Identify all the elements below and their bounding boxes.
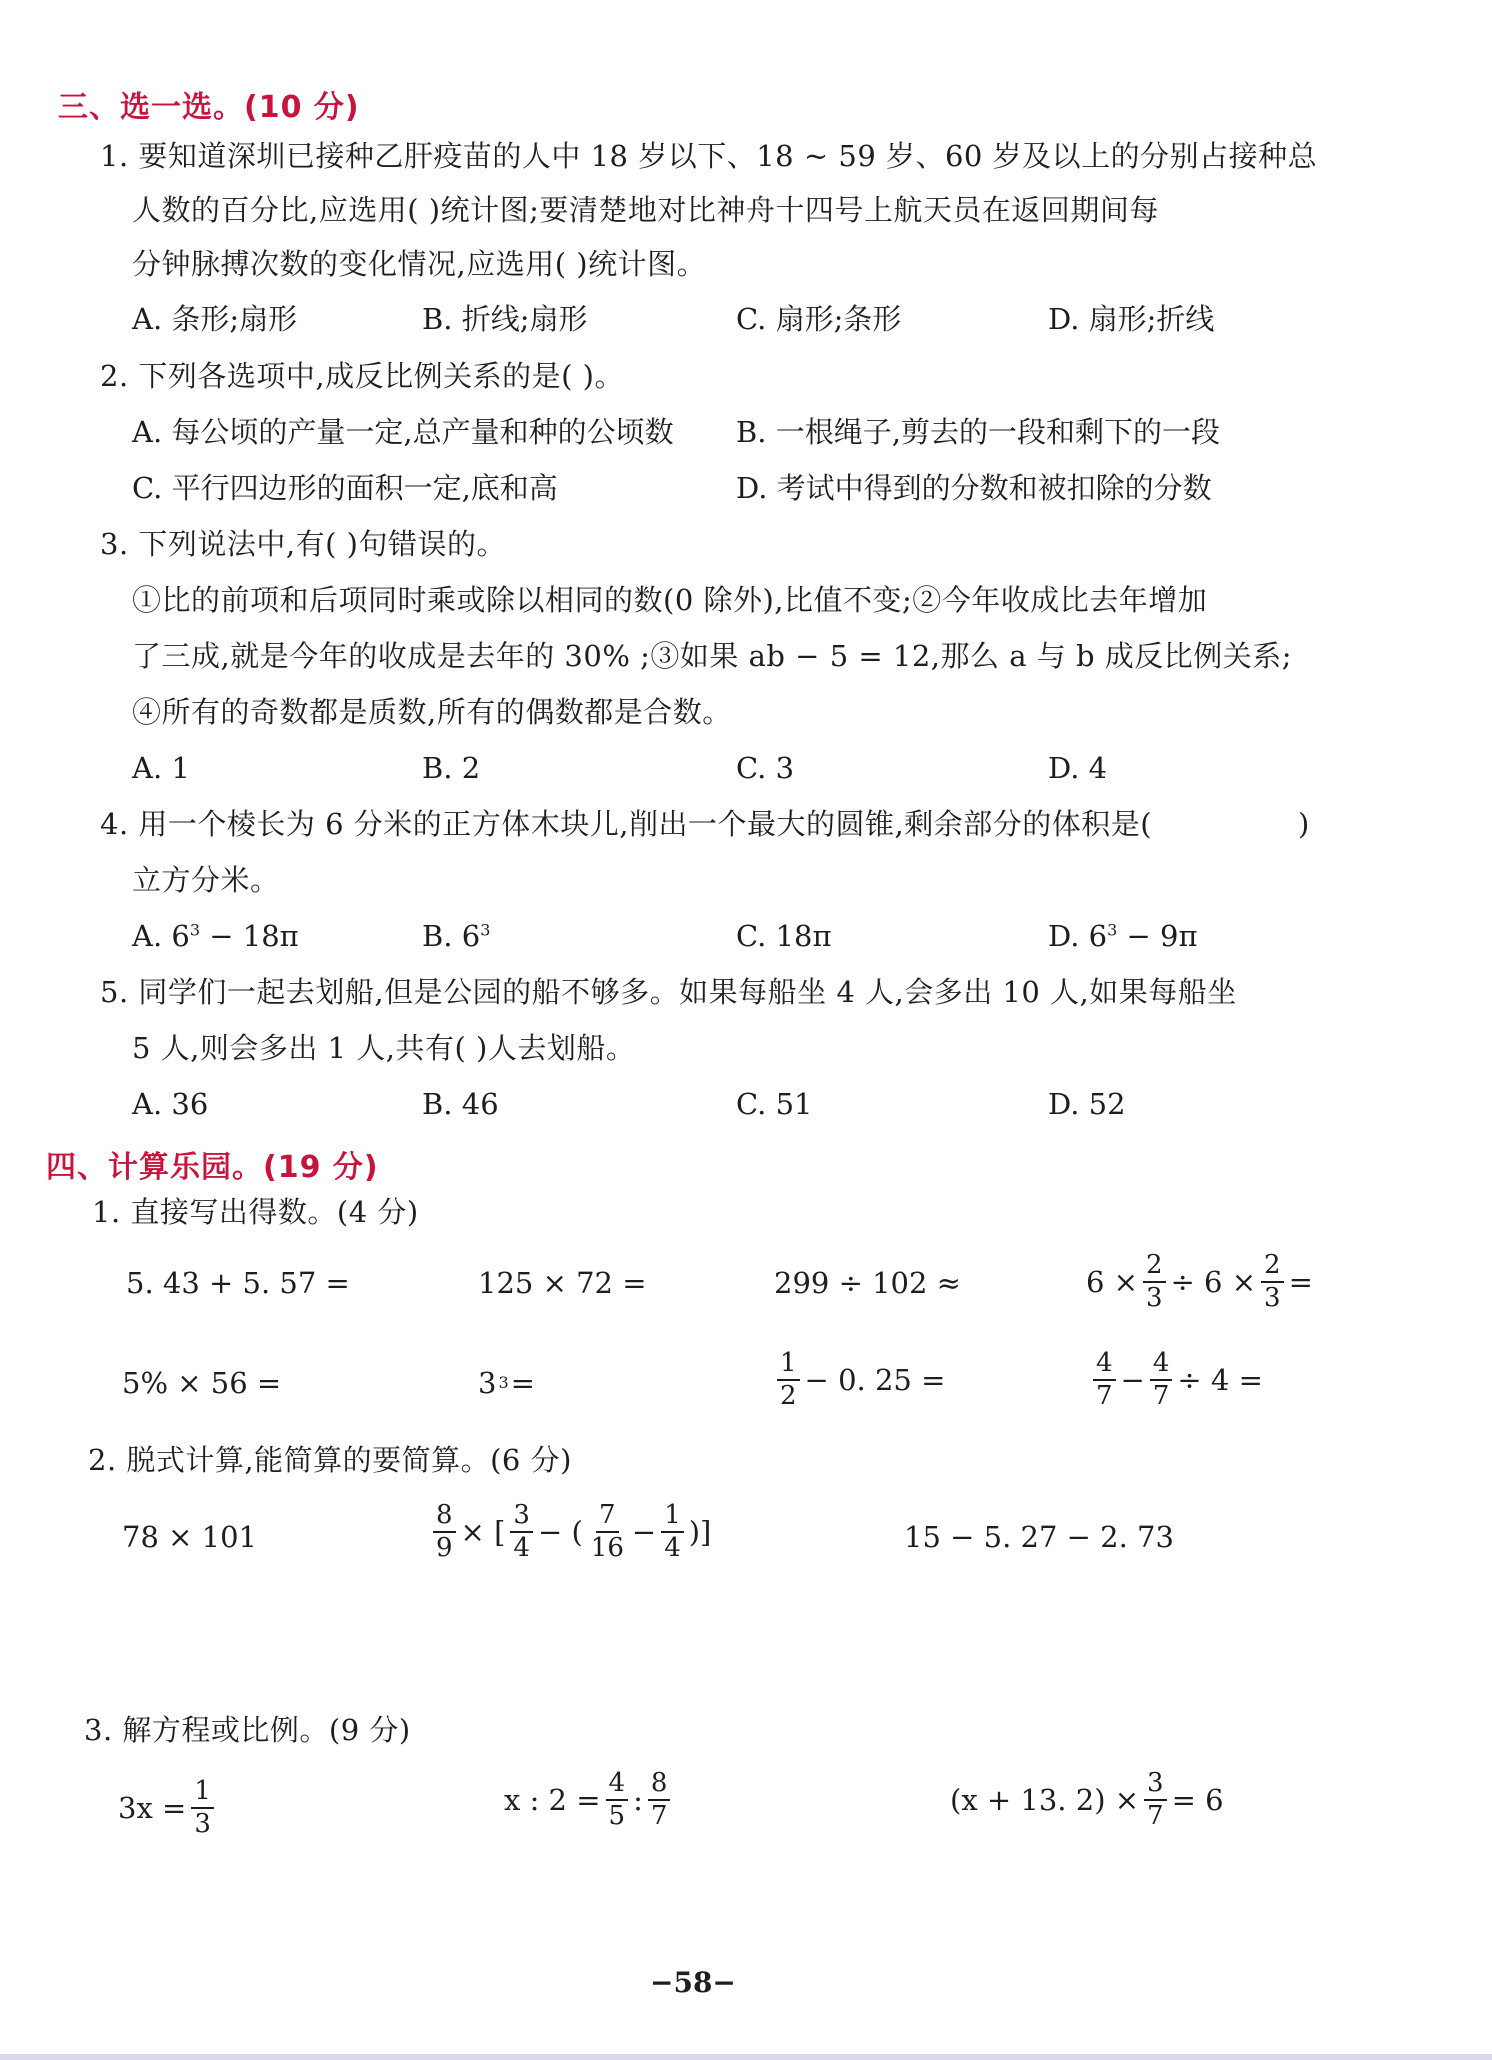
q3-option-b[interactable]: B. 2 (422, 751, 481, 785)
calc1-title: 1. 直接写出得数。(4 分) (92, 1195, 419, 1229)
q1-option-d[interactable]: D. 扇形;折线 (1048, 302, 1215, 336)
q1-line2: 人数的百分比,应选用( )统计图;要清楚地对比神舟十四号上航天员在返回期间每 (132, 193, 1159, 227)
q3-line3: ④所有的奇数都是质数,所有的偶数都是合数。 (132, 695, 732, 729)
q5-option-d[interactable]: D. 52 (1048, 1087, 1126, 1121)
calc1-expr-5: 5% × 56 = (122, 1366, 282, 1400)
calc2-expr-2: $\frac{8}{9}$ × [ $\frac{3}{4}$ − ( $\frac{7}{16}$ − $\frac{1}{4}$ )] (430, 1502, 711, 1563)
q2-stem: 2. 下列各选项中,成反比例关系的是( )。 (100, 359, 624, 393)
section-3-title: 三、选一选。(10 分) (58, 90, 360, 125)
calc1-expr-4: 6 × $\frac{2}{3}$ ÷ 6 × $\frac{2}{3}$ = (1086, 1250, 1313, 1314)
calc1-expr-1: 5. 43 + 5. 57 = (126, 1266, 350, 1300)
calc1-expr-7: $\frac{1}{2}$ − 0. 25 = (774, 1350, 945, 1411)
q1-option-b[interactable]: B. 折线;扇形 (422, 302, 588, 336)
q4-option-c[interactable]: C. 18π (736, 919, 832, 953)
q3-option-a[interactable]: A. 1 (132, 751, 190, 785)
calc3-title: 3. 解方程或比例。(9 分) (84, 1713, 411, 1747)
q5-line2: 5 人,则会多出 1 人,共有( )人去划船。 (132, 1031, 636, 1065)
q4-option-d[interactable]: D. $6^3 - 9\pi$ (1048, 919, 1198, 953)
calc1-expr-2: 125 × 72 = (478, 1266, 647, 1300)
q4-option-a[interactable]: A. $6^3 - 18\pi$ (132, 919, 299, 953)
q5-option-b[interactable]: B. 46 (422, 1087, 499, 1121)
calc2-expr-1: 78 × 101 (122, 1520, 257, 1554)
page-number: −58− (650, 1966, 736, 1999)
q4-line1: 4. 用一个棱长为 6 分米的正方体木块儿,削出一个最大的圆锥,剩余部分的体积是( (100, 807, 1153, 841)
q4-line2: 立方分米。 (132, 863, 280, 897)
q3-stem: 3. 下列说法中,有( )句错误的。 (100, 527, 506, 561)
q3-line2: 了三成,就是今年的收成是去年的 30% ;③如果 ab − 5 = 12,那么 a 与 b 成反比例关系; (132, 639, 1292, 673)
q2-option-b[interactable]: B. 一根绳子,剪去的一段和剩下的一段 (736, 415, 1220, 449)
section-4-title: 四、计算乐园。(19 分) (46, 1150, 379, 1185)
q1-option-a[interactable]: A. 条形;扇形 (132, 302, 298, 336)
calc3-expr-3: (x + 13. 2) × $\frac{3}{7}$ = 6 (950, 1768, 1224, 1832)
calc1-expr-8: $\frac{4}{7}$ − $\frac{4}{7}$ ÷ 4 = (1090, 1350, 1263, 1411)
calc2-title: 2. 脱式计算,能简算的要简算。(6 分) (88, 1443, 572, 1477)
q5-option-a[interactable]: A. 36 (132, 1087, 209, 1121)
q2-option-a[interactable]: A. 每公顷的产量一定,总产量和种的公顷数 (132, 415, 674, 449)
bottom-border (0, 2054, 1492, 2060)
q1-line1: 1. 要知道深圳已接种乙肝疫苗的人中 18 岁以下、18 ~ 59 岁、60 岁及以上的分别占接种总 (100, 139, 1318, 173)
q2-option-c[interactable]: C. 平行四边形的面积一定,底和高 (132, 471, 558, 505)
calc3-expr-1: 3x = $\frac{1}{3}$ (118, 1778, 217, 1839)
q4-option-b[interactable]: B. $6^3$ (422, 919, 491, 953)
calc2-expr-3: 15 − 5. 27 − 2. 73 (904, 1520, 1174, 1554)
calc1-expr-3: 299 ÷ 102 ≈ (774, 1266, 961, 1300)
q1-option-c[interactable]: C. 扇形;条形 (736, 302, 902, 336)
q3-option-c[interactable]: C. 3 (736, 751, 795, 785)
q3-option-d[interactable]: D. 4 (1048, 751, 1108, 785)
q4-blank-close: ) (1298, 807, 1310, 841)
q5-line1: 5. 同学们一起去划船,但是公园的船不够多。如果每船坐 4 人,会多出 10 人,如果每船坐 (100, 975, 1237, 1009)
q1-line3: 分钟脉搏次数的变化情况,应选用( )统计图。 (132, 247, 707, 281)
q5-option-c[interactable]: C. 51 (736, 1087, 813, 1121)
q3-line1: ①比的前项和后项同时乘或除以相同的数(0 除外),比值不变;②今年收成比去年增加 (132, 583, 1208, 617)
calc1-expr-6: 3 3 = (478, 1366, 535, 1400)
calc3-expr-2: x : 2 = $\frac{4}{5}$ : $\frac{8}{7}$ (504, 1770, 673, 1831)
q2-option-d[interactable]: D. 考试中得到的分数和被扣除的分数 (736, 471, 1212, 505)
